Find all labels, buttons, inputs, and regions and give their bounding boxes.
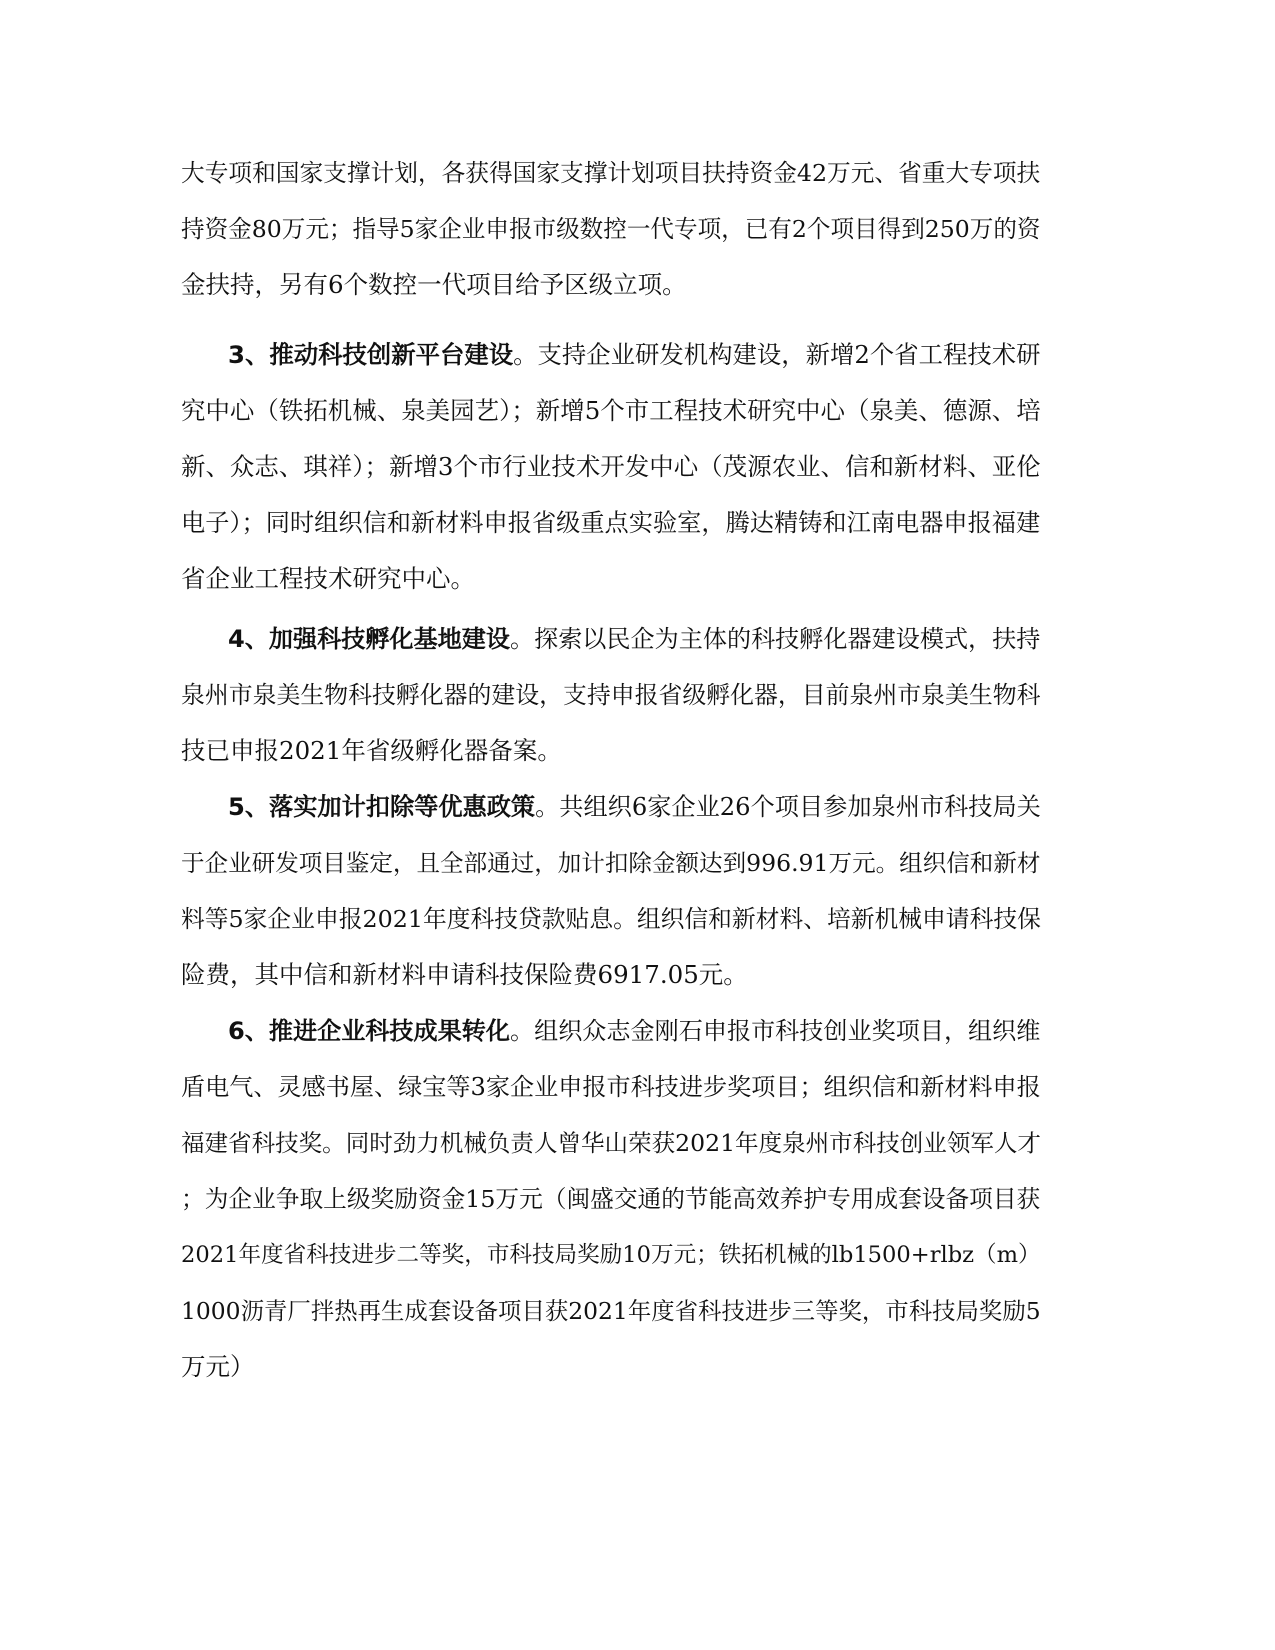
text-line: 万元） — [181, 1352, 255, 1381]
section-heading: 5、落实加计扣除等优惠政策 — [228, 793, 536, 821]
text-line: 电子）；同时组织信和新材料申报省级重点实验室，腾达精铸和江南电器申报福建 — [181, 509, 1041, 537]
text-line: 大专项和国家支撑计划，各获得国家支撑计划项目扶持资金42万元、省重大专项扶 — [181, 159, 1041, 187]
text-line: 究中心（铁拓机械、泉美园艺）；新增5个市工程技术研究中心（泉美、德源、培 — [181, 396, 1041, 425]
section-heading: 4、加强科技孵化基地建设 — [228, 625, 510, 653]
text-run: 。支持企业研发机构建设，新增2个省工程技术研 — [513, 340, 1041, 369]
text-line: 新、众志、琪祥）；新增3个市行业技术开发中心（茂源农业、信和新材料、亚伦 — [181, 452, 1041, 481]
text-line: 盾电气、灵感书屋、绿宝等3家企业申报市科技进步奖项目；组织信和新材料申报 — [181, 1073, 1041, 1101]
text-line: 2021年度省科技进步二等奖，市科技局奖励10万元；铁拓机械的lb1500+rlbz（m） — [181, 1242, 1041, 1268]
text-line: 金扶持，另有6个数控一代项目给予区级立项。 — [181, 270, 687, 299]
text-line: 省企业工程技术研究中心。 — [181, 564, 475, 593]
section-heading: 3、推动科技创新平台建设 — [228, 340, 514, 369]
text-line: 1000沥青厂拌热再生成套设备项目获2021年度省科技进步三等奖，市科技局奖励5 — [181, 1297, 1041, 1325]
text-line: ；为企业争取上级奖励资金15万元（闽盛交通的节能高效养护专用成套设备项目获 — [181, 1185, 1041, 1213]
text-line: 于企业研发项目鉴定，且全部通过，加计扣除金额达到996.91万元。组织信和新材 — [181, 849, 1041, 877]
text-line: 料等5家企业申报2021年度科技贷款贴息。组织信和新材料、培新机械申请科技保 — [181, 905, 1041, 933]
text-line: 泉州市泉美生物科技孵化器的建设，支持申报省级孵化器，目前泉州市泉美生物科 — [181, 681, 1041, 709]
text-run: 。探索以民企为主体的科技孵化器建设模式，扶持 — [509, 625, 1041, 653]
paragraph-first-line — [228, 792, 1041, 822]
paragraph-first-line — [228, 340, 1040, 370]
text-run: 。共组织6家企业26个项目参加泉州市科技局关 — [535, 793, 1041, 821]
text-line: 持资金80万元；指导5家企业申报市级数控一代专项，已有2个项目得到250万的资 — [181, 215, 1041, 243]
text-line: 福建省科技奖。同时劲力机械负责人曾华山荣获2021年度泉州市科技创业领军人才 — [181, 1129, 1041, 1157]
text-line: 险费，其中信和新材料申请科技保险费6917.05元。 — [181, 960, 748, 989]
text-run: 。组织众志金刚石申报市科技创业奖项目，组织维 — [509, 1017, 1041, 1045]
paragraph-first-line — [228, 624, 1040, 654]
paragraph-first-line — [228, 1016, 1040, 1046]
section-heading: 6、推进企业科技成果转化 — [228, 1017, 510, 1045]
text-line: 技已申报2021年省级孵化器备案。 — [181, 736, 562, 765]
